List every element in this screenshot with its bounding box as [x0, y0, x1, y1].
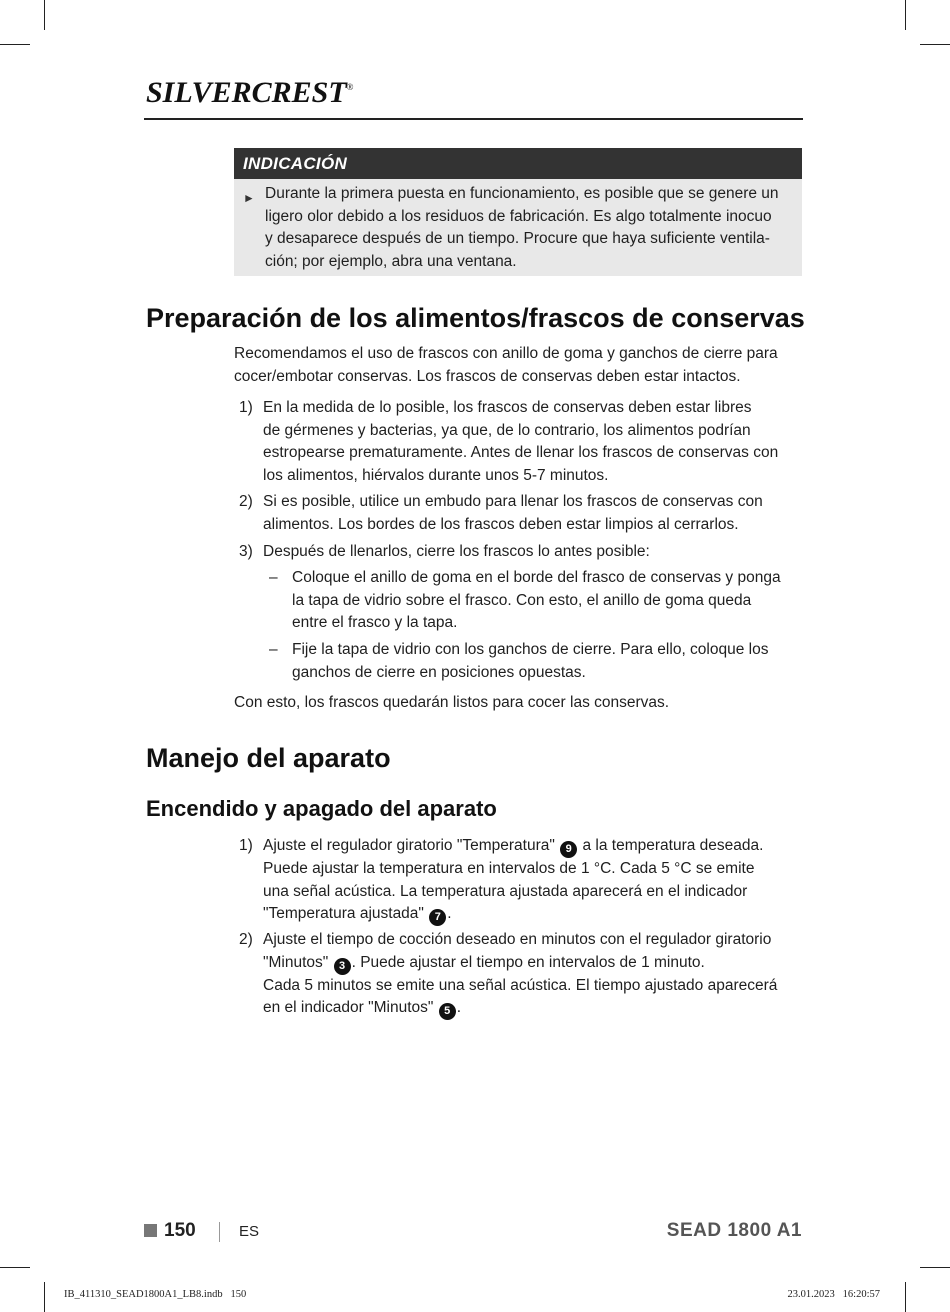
list-line — [263, 903, 804, 926]
list-line: una señal acústica. La temperatura ajustada aparecerá en el indicador — [263, 882, 748, 900]
crop-mark — [905, 1282, 906, 1312]
print-slug-datetime: 23.01.2023 16:20:57 — [787, 1289, 880, 1300]
outro-paragraph: Con esto, los frascos quedarán listos para cocer las conservas. — [234, 694, 670, 711]
subsection-title: Encendido y apagado del aparato — [146, 796, 497, 821]
crop-mark — [920, 44, 950, 45]
list-line: Ajuste el tiempo de cocción deseado en minutos con el regulador giratorio — [263, 931, 772, 948]
sub-line: Coloque el anillo de goma en el borde del frasco de conservas y ponga — [292, 569, 781, 586]
list-number: 2) — [239, 931, 253, 948]
print-slug-file: IB_411310_SEAD1800A1_LB8.indb 150 — [64, 1289, 247, 1300]
sub-list-item — [263, 639, 808, 684]
list-item — [234, 397, 804, 487]
reference-number-badge: 5 — [439, 1003, 456, 1020]
crop-mark — [0, 44, 30, 45]
reference-number-badge: 3 — [334, 958, 351, 975]
line-text: en el indicador "Minutos" — [263, 999, 434, 1016]
sub-line: Fije la tapa de vidrio con los ganchos de cierre. Para ello, coloque los — [292, 641, 769, 658]
crop-mark — [920, 1267, 950, 1268]
line-text: "Minutos" — [263, 953, 329, 971]
crop-mark — [44, 1282, 45, 1312]
crop-mark — [0, 1267, 30, 1268]
list-number: 1) — [239, 399, 253, 416]
dash-bullet: – — [269, 641, 278, 658]
registered-mark: ® — [346, 82, 354, 92]
list-line — [263, 835, 804, 858]
footer-divider — [219, 1222, 220, 1242]
section-title-use: Manejo del aparato — [146, 743, 391, 773]
intro-paragraph — [234, 343, 804, 388]
line-text: . — [447, 905, 452, 922]
sub-line: ganchos de cierre en posiciones opuestas. — [292, 663, 586, 681]
brand-name: SILVERCREST — [146, 76, 347, 109]
list-line: En la medida de lo posible, los frascos de conservas deben estar libres — [263, 399, 752, 416]
page-number: 150 — [164, 1220, 196, 1241]
intro-line: Recomendamos el uso de frascos con anillo de goma y ganchos de cierre para — [234, 345, 778, 362]
line-text: Ajuste el regulador giratorio "Temperatura" — [263, 837, 555, 854]
note-line: ligero olor debido a los residuos de fabricación. Es algo totalmente inocuo — [265, 207, 772, 225]
intro-line: cocer/embotar conservas. Los frascos de conservas deben estar intactos. — [234, 367, 741, 385]
line-text: . Puede ajustar el tiempo en intervalos de 1 minuto. — [351, 953, 705, 971]
model-number: SEAD 1800 A1 — [666, 1220, 802, 1241]
list-item — [234, 929, 804, 1020]
line-text: . — [456, 999, 462, 1016]
dash-bullet: – — [269, 569, 278, 586]
list-line: Cada 5 minutos se emite una señal acústica. El tiempo ajustado aparecerá — [263, 976, 778, 994]
note-body — [234, 179, 802, 273]
reference-number-badge: 9 — [560, 841, 577, 858]
list-line: Si es posible, utilice un embudo para llenar los frascos de conservas con — [263, 493, 763, 510]
list-item — [234, 835, 804, 926]
language-code: ES — [239, 1223, 260, 1240]
list-item — [234, 541, 804, 564]
note-title: INDICACIÓN — [234, 148, 802, 179]
note-line: y desaparece después de un tiempo. Procure que haya suficiente ventila- — [265, 230, 770, 247]
list-line: Puede ajustar la temperatura en intervalos de 1 °C. Cada 5 °C se emite — [263, 860, 755, 877]
list-line — [263, 997, 804, 1020]
list-number: 3) — [239, 543, 253, 560]
note-box — [234, 148, 802, 276]
list-line: los alimentos, hiérvalos durante unos 5-7 minutos. — [263, 466, 609, 484]
sub-line: entre el frasco y la tapa. — [292, 614, 458, 631]
note-line: ción; por ejemplo, abra una ventana. — [265, 252, 517, 270]
list-line: de gérmenes y bacterias, ya que, de lo contrario, los alimentos podrían — [263, 421, 751, 439]
crop-mark — [905, 0, 906, 30]
note-line: Durante la primera puesta en funcionamiento, es posible que se genere un — [265, 185, 779, 202]
line-text: a la temperatura deseada. — [582, 837, 764, 854]
list-line: alimentos. Los bordes de los frascos deben estar limpios al cerrarlos. — [263, 515, 739, 533]
list-line: Después de llenarlos, cierre los frascos lo antes posible: — [263, 543, 650, 560]
line-text: "Temperatura ajustada" — [263, 905, 424, 922]
brand-logo — [146, 76, 353, 110]
header-rule — [144, 118, 803, 120]
list-number: 2) — [239, 493, 253, 510]
crop-mark — [44, 0, 45, 30]
list-line — [263, 952, 804, 975]
sub-list-item — [263, 567, 808, 635]
list-number: 1) — [239, 837, 253, 854]
reference-number-badge: 7 — [429, 909, 446, 926]
triangle-right-icon: ► — [243, 191, 255, 205]
section-title-preparation: Preparación de los alimentos/frascos de conservas — [146, 303, 805, 333]
list-item — [234, 491, 804, 536]
footer-square-icon — [144, 1224, 157, 1237]
sub-line: la tapa de vidrio sobre el frasco. Con esto, el anillo de goma queda — [292, 591, 752, 609]
list-line: estropearse prematuramente. Antes de llenar los frascos de conservas con — [263, 444, 779, 461]
